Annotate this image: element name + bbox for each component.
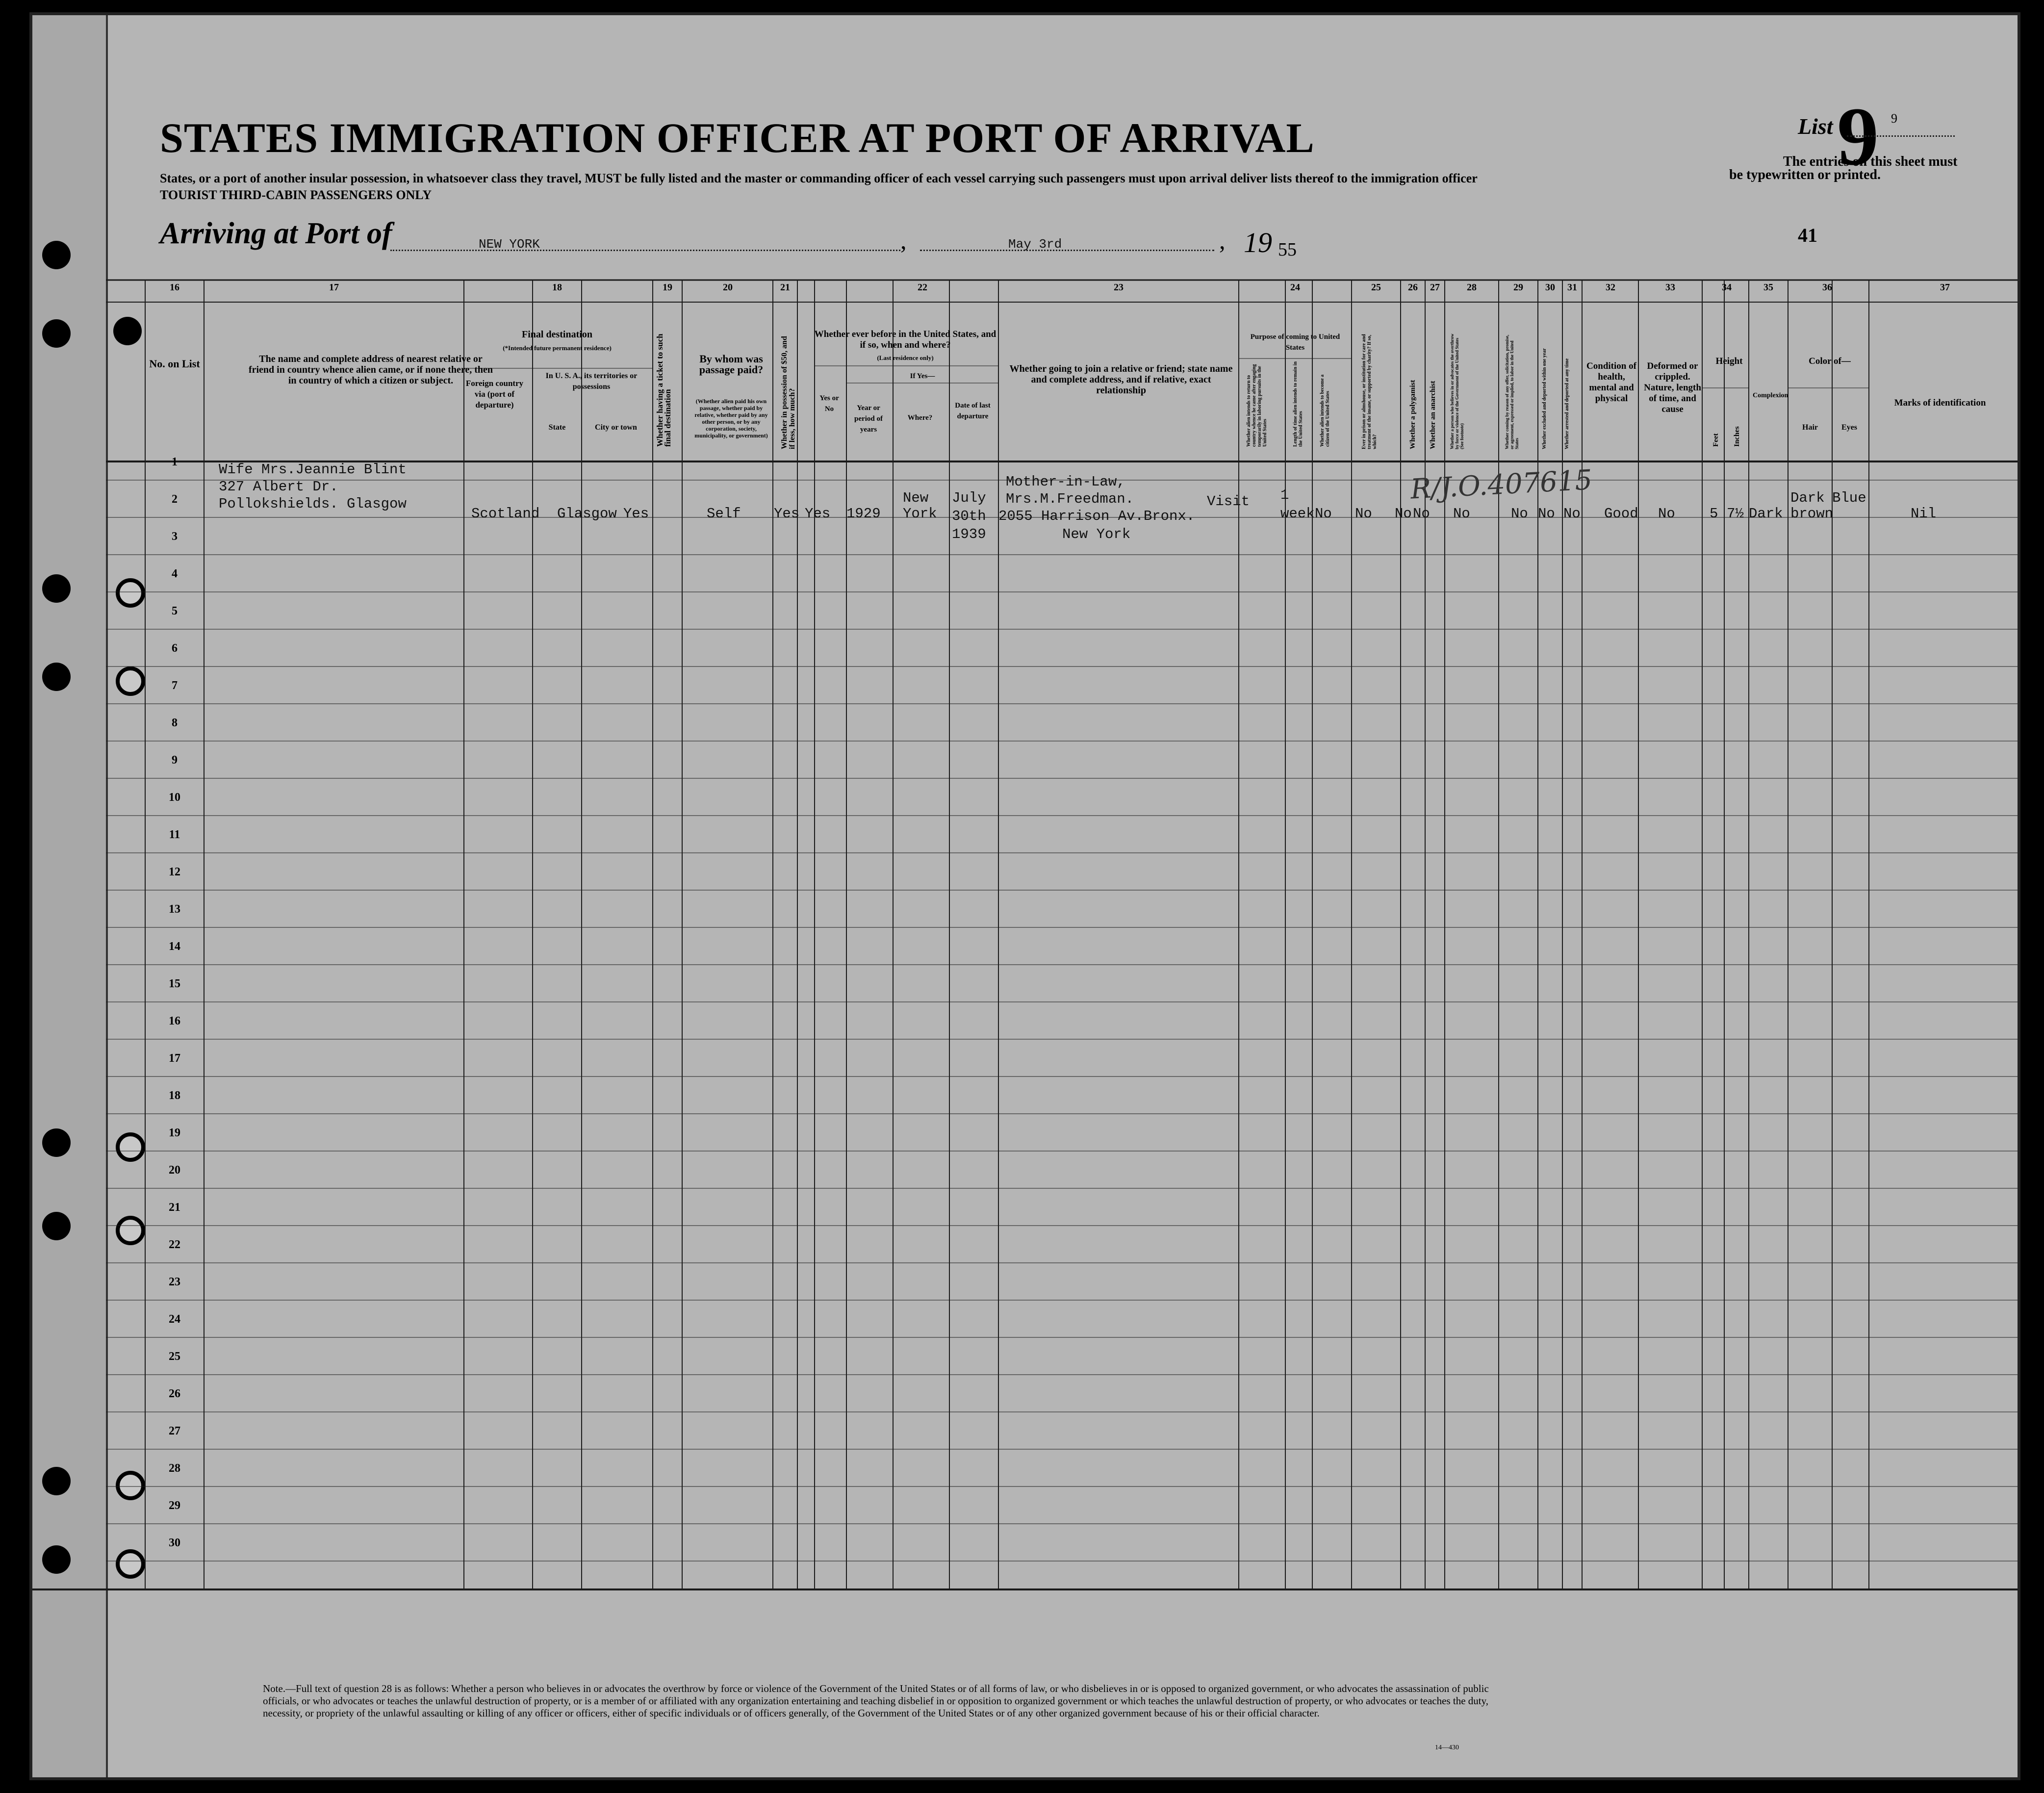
join-line-4: New York: [1062, 526, 1131, 542]
year-prefix: 19: [1244, 227, 1272, 258]
header-c24: Purpose of coming to United States: [1250, 333, 1340, 352]
row-number: 23: [169, 1276, 180, 1288]
hair-line-2: brown: [1790, 506, 1834, 522]
header-c22-year: Year or period of years: [854, 404, 883, 434]
header-c20: By whom was passage paid?: [699, 353, 764, 376]
list-label: List: [1798, 114, 1833, 139]
row-number: 9: [172, 754, 178, 767]
header-c24-a: Whether alien intends to return to country whence he came after engaging temporarily in laboring pursuits in the United States: [1246, 364, 1268, 447]
departure-line-2: 30th: [952, 508, 986, 524]
ticket: Yes: [623, 506, 649, 522]
header-c22-ifyes: If Yes—: [910, 372, 935, 380]
complexion: Dark: [1749, 506, 1783, 522]
port-value: NEW YORK: [479, 237, 540, 252]
anarchist: No: [1413, 506, 1430, 522]
row-number: 12: [169, 866, 180, 878]
row-number: 10: [169, 791, 180, 804]
header-c22-sub: (Last residence only): [877, 354, 934, 361]
row-number: 17: [169, 1052, 180, 1065]
row-number: 13: [169, 903, 180, 916]
header-c29: Whether coming by reason of any offer, solicitation, promise, or agreement, expressed or implied, to labor in the United States: [1505, 334, 1519, 449]
column-number: 31: [1567, 282, 1577, 293]
column-number: 34: [1722, 282, 1732, 293]
header-c18-foreign: Foreign country via (port of departure): [465, 379, 524, 410]
relative-line-1: Wife Mrs.Jeannie Blint: [219, 461, 407, 478]
overthrow: No: [1453, 506, 1470, 522]
header-c35: Complexion: [1753, 392, 1788, 399]
header-c23: Whether going to join a relative or friend; state name and complete address, and if relative, exact relationship: [1009, 363, 1233, 396]
row-number: 26: [169, 1387, 180, 1400]
header-c18-usa: In U. S. A., its territories or possessions: [545, 372, 638, 391]
hair-line-1: Dark: [1790, 490, 1825, 506]
arrested: No: [1563, 506, 1581, 522]
row-number: 7: [172, 679, 178, 692]
date-value: May 3rd: [1008, 237, 1062, 252]
manifest-sheet: STATES IMMIGRATION OFFICER AT PORT OF ARRIVAL States, or a port of another insular possession, in whatsoever class they travel, MUST be fully listed and the master or commanding officer of each vessel carrying such passengers must upon arrival deliver lists thereof to the immigration officer TOURIST THIRD-CABIN PASSENGERS ONLY Arriving at Port of NEW YORK , May 3rd , 19 55 List 9 9 The entries on this sheet must be typewritten or printed. 41 16 17 18 19 20 21 22 23 24 25 26 27 28 29 30 31 32 33 34 35 36 37 No. on List The name and complete address of nearest relative or friend in country whence alien came, or if none there, then in country of which a citizen or subject. Final destination (*Intended future permanent residence) Foreign country via (port of departure) In U. S. A., its territories or possessions State City or town Whether having a ticket to such final destination By whom was passage paid? (Whether alien paid his own passage, whether paid by relative, whether paid by any other person, or by any corporation, society, municipality, or government) Whether in possession of $50, and if less, how much? Whether ever before in the United States, and if so, when and where? (Last residence only) Yes or No If Yes— Year or period of years Where? Date of last departure Whether going to join a relative or friend; state name and complete address, and if relative, exact relationship Purpose of coming to United States Whether alien intends to return to country whence he came after engaging temporarily in laboring pursuits in the United States Length of time alien intends to remain in the United States Whether alien intends to become a citizen of the United States Ever in prison or almshouse, or institution for care and treatment of the insane, or supported by charity? If so, which? Whether a polygamist Whether an anarchist Whether a person who believes in or advocates the overthrow by force or violence of the Government of the United States (See footnote) Whether coming by reason of any offer, solicitation, promise, or agreement, expressed or implied, to labor in the United States Whether excluded and deported within one year Whether arrested and deported at any time Condition of health, mental and physical Deformed or crippled. Nature, length of time, and cause Height Feet Inches Complexion Color of— Hair Eyes Marks of identification 1 2 3 4 5 6 7 8 9 10 11 12 13 14 15 16 17 18 19 20 21 22 23 24 25 26 27 28 29 30 Wife Mrs.Jeannie Blint 327 Albert Dr. Pollokshields. Glasgow Scotland Glasgow Yes Self Yes Yes 1929 New York July 30th 1939 Mother-in-Law, Mrs.M.Freedman. 2055 Harrison Av.Bronx. New York Visit 1 week No No No No No No No No Good No 5 7½ Dark Dark brown Blue Nil R/J.O.407615 Note.—Full text of question 28 is as follows: Whether a person who believes in or advocates the overthrow by force or violence of the Government of the United States or of all forms of law, or who disbelieves in or is opposed to organized government, or who advocates the assassination of public officials, or who advocates or teaches the unlawful destruction of property, or is a member of or affiliated with any organization entertaining and teaching disbelief in or opposition to organized government or which teaches the unlawful destruction of property, or who advocates or teaches the duty, necessity, or propriety of the unlawful assaulting or killing of any officer or officers, either of specific individuals or of officers generally, of the Government of the United States or of any other organized government because of his or their official character. 14—430: [29, 12, 2020, 1780]
column-number: 27: [1430, 282, 1440, 293]
footnote: Note.—Full text of question 28 is as follows: Whether a person who believes in or advocates the overthrow by force or violence of the Government of the United States or of all forms of law, or who disbelieves in or is opposed to organized government, or who advocates the assassination of public officials, or who advocates or teaches the unlawful destruction of property, or is a member of or affiliated with any organization entertaining and teaching disbelief in or opposition to organized government or which teaches the unlawful destruction of property, or who advocates or teaches the duty, necessity, or propriety of the unlawful assaulting or killing of any officer or officers, either of specific individuals or of officers generally, of the Government of the United States or of any other organized government because of his or their official character.: [263, 1683, 1489, 1719]
column-number: 18: [552, 282, 562, 293]
entries-note-2: be typewritten or printed.: [1729, 167, 1881, 182]
polygamist: No: [1395, 506, 1412, 522]
where-line-1: New: [903, 490, 929, 506]
city: Glasgow: [557, 506, 617, 522]
height-inches: 7½: [1727, 506, 1744, 522]
row-number: 11: [169, 828, 180, 841]
header-c33: Deformed or crippled. Nature, length of time, and cause: [1644, 361, 1701, 414]
health: Good: [1604, 506, 1638, 522]
row-number: 1: [172, 456, 178, 468]
year-in-us: 1929: [846, 506, 881, 522]
row-number: 8: [172, 717, 178, 729]
height-feet: 5: [1710, 506, 1718, 522]
header-c34: Height: [1715, 356, 1743, 366]
labor-offer: No: [1511, 506, 1528, 522]
join-line-2: Mrs.M.Freedman.: [1006, 491, 1134, 507]
column-number: 30: [1545, 282, 1555, 293]
arriving-label: Arriving at Port of: [160, 217, 392, 250]
row-number: 15: [169, 977, 180, 990]
header-c19: Whether having a ticket to such final destination: [655, 333, 672, 447]
departure-line-1: July: [952, 490, 986, 506]
entries-note-1: The entries on this sheet must: [1783, 154, 1958, 169]
eyes: Blue: [1832, 490, 1866, 506]
row-number: 19: [169, 1127, 180, 1139]
header-c30: Whether excluded and deported within one year: [1542, 348, 1547, 449]
column-number: 32: [1606, 282, 1615, 293]
column-number: 17: [329, 282, 339, 293]
header-c36-eyes: Eyes: [1841, 423, 1857, 432]
header-c32: Condition of health, mental and physical: [1586, 361, 1636, 404]
foreign-country: Scotland: [471, 506, 540, 522]
citizen: No: [1315, 506, 1332, 522]
list-small-number: 9: [1891, 111, 1897, 126]
column-number: 20: [723, 282, 733, 293]
header-c18-sub: (*Intended future permanent residence): [503, 344, 612, 352]
row-number: 18: [169, 1089, 180, 1102]
column-number: 16: [170, 282, 179, 293]
header-c34-inches: Inches: [1733, 426, 1741, 447]
column-number: 37: [1940, 282, 1950, 293]
sheet-number: 41: [1798, 224, 1817, 246]
excluded: No: [1538, 506, 1555, 522]
header-c22-date: Date of last departure: [955, 402, 991, 420]
row-number: 22: [169, 1238, 180, 1251]
row-number: 3: [172, 530, 178, 543]
fifty-dollars: Yes: [774, 506, 800, 522]
relative-line-2: 327 Albert Dr.: [219, 479, 338, 495]
year-suffix: 55: [1278, 239, 1297, 260]
row-number: 28: [169, 1462, 180, 1475]
row-number: 4: [172, 567, 178, 580]
column-number: 24: [1290, 282, 1300, 293]
column-number: 26: [1408, 282, 1418, 293]
prison: No: [1355, 506, 1372, 522]
header-c26: Whether a polygamist: [1409, 380, 1417, 449]
header-c22-yesno: Yes or No: [819, 394, 839, 413]
header-c25: Ever in prison or almshouse, or institution for care and treatment of the insane, or supported by charity? If so, which?: [1361, 334, 1378, 449]
table-grid: [32, 15, 2020, 1780]
header-c31: Whether arrested and deported at any time: [1564, 358, 1570, 449]
column-number: 35: [1763, 282, 1773, 293]
row-number: 5: [172, 605, 178, 617]
header-c17: The name and complete address of nearest relative or friend in country whence alien came, or if none there, then in country of which a citizen or subject.: [248, 354, 493, 386]
column-number: 23: [1114, 282, 1124, 293]
length-line-2: week: [1280, 506, 1315, 522]
column-number: 19: [663, 282, 672, 293]
class-line: TOURIST THIRD-CABIN PASSENGERS ONLY: [160, 188, 432, 202]
row-number: 20: [169, 1164, 180, 1177]
header-c36-hair: Hair: [1802, 423, 1818, 432]
column-number: 29: [1513, 282, 1523, 293]
before-in-us: Yes: [805, 506, 831, 522]
header-c27: Whether an anarchist: [1429, 381, 1437, 449]
row-number: 29: [169, 1499, 180, 1512]
header-c21: Whether in possession of $50, and if less, how much?: [780, 336, 796, 449]
departure-line-3: 1939: [952, 526, 986, 542]
header-c37: Marks of identification: [1894, 398, 1986, 408]
row-number: 16: [169, 1015, 180, 1027]
passage-paid: Self: [707, 506, 741, 522]
column-number: 36: [1822, 282, 1832, 293]
row-number: 21: [169, 1201, 180, 1214]
column-number: 33: [1665, 282, 1675, 293]
header-c36: Color of—: [1809, 356, 1851, 366]
header-c22-where: Where?: [907, 414, 933, 422]
column-number: 25: [1371, 282, 1381, 293]
row-number: 2: [172, 493, 178, 506]
column-number: 28: [1467, 282, 1477, 293]
header-c18: Final destination: [522, 329, 592, 340]
subtitle: States, or a port of another insular possession, in whatsoever class they travel, MUST be fully listed and the master or commanding officer of each vessel carrying such passengers must upon arrival deliver lists thereof to the immigration officer: [160, 171, 1478, 185]
header-c24-c: Whether alien intends to become a citizen of the United States: [1320, 374, 1330, 447]
where-line-2: York: [903, 506, 937, 522]
column-number: 21: [780, 282, 790, 293]
form-number: 14—430: [1435, 1744, 1459, 1751]
handwritten-annotation: R/J.O.407615: [1409, 464, 1593, 506]
page-title: STATES IMMIGRATION OFFICER AT PORT OF ARRIVAL: [160, 114, 1315, 161]
length-line-1: 1: [1280, 487, 1289, 503]
purpose: Visit: [1207, 493, 1250, 510]
row-number: 24: [169, 1313, 180, 1326]
deformed: No: [1658, 506, 1675, 522]
header-c34-feet: Feet: [1712, 433, 1720, 447]
row-number: 30: [169, 1537, 180, 1549]
join-line-1: Mother-in-Law,: [1006, 474, 1125, 490]
header-c18-city: City or town: [595, 423, 637, 432]
row-number: 25: [169, 1350, 180, 1363]
join-line-3: 2055 Harrison Av.Bronx.: [998, 508, 1195, 524]
row-number: 14: [169, 940, 180, 953]
header-no-on-list: No. on List: [149, 358, 200, 370]
relative-line-3: Pollokshields. Glasgow: [219, 496, 407, 512]
list-number: 9: [1837, 90, 1879, 182]
header-c18-state: State: [548, 423, 566, 432]
header-c28: Whether a person who believes in or advocates the overthrow by force or violence of the Government of the United States (See footnote): [1450, 333, 1464, 449]
row-number: 6: [172, 642, 178, 655]
row-number: 27: [169, 1425, 180, 1437]
marks: Nil: [1911, 506, 1937, 522]
header-c20-sub: (Whether alien paid his own passage, whether paid by relative, whether paid by any other person, or by any corporation, society, municipality, or government): [694, 398, 768, 439]
header-c22: Whether ever before in the United States, and if so, when and where?: [814, 329, 996, 350]
header-c24-b: Length of time alien intends to remain in the United States: [1293, 361, 1303, 447]
column-number: 22: [918, 282, 927, 293]
